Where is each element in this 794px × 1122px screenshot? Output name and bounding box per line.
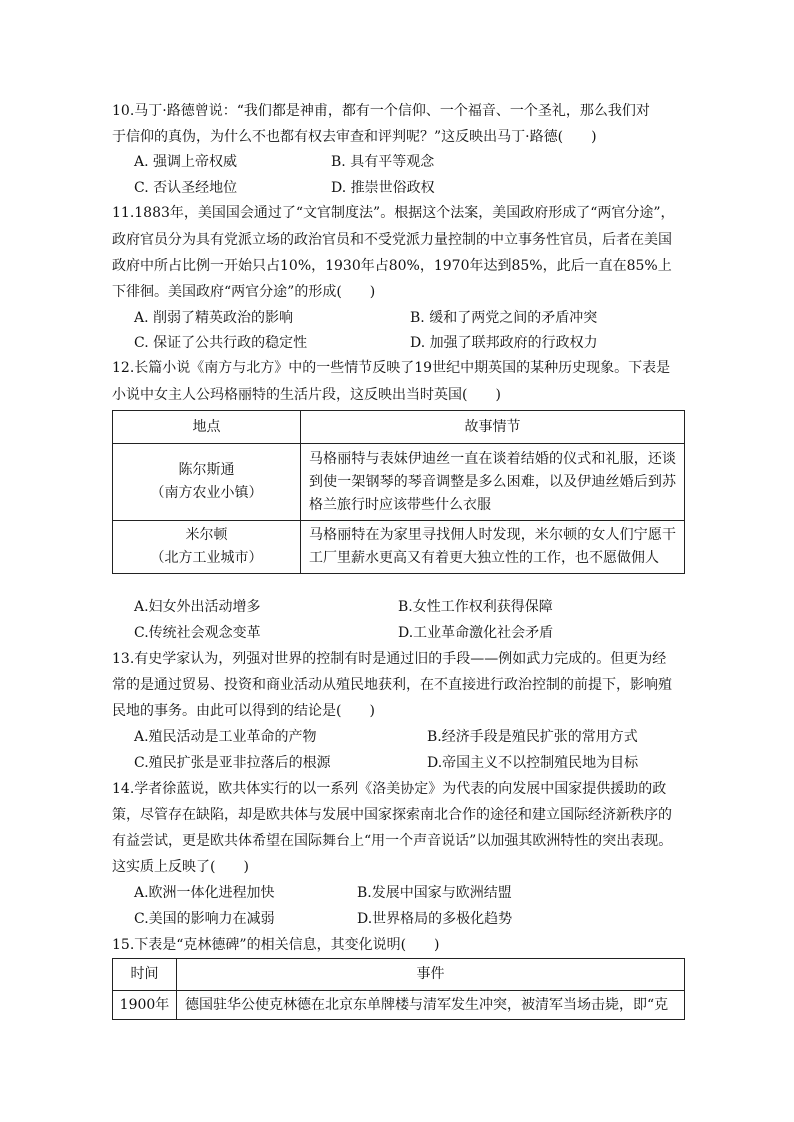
q13-option-b: B.经济手段是殖民扩张的常用方式	[427, 729, 638, 745]
q12-option-b: B.女性工作权利获得保障	[398, 599, 553, 615]
q14-stem-line-2: 策，尽管存在缺陷，却是欧共体与发展中国家探索南北合作的途径和建立国际经济新秩序的	[112, 807, 672, 823]
q11-stem-line-3: 政府中所占比例一开始只占10%，1930年占80%，1970年达到85%，此后一直在85%上	[112, 258, 672, 274]
q12-table-header-place: 地点	[113, 411, 301, 444]
q11-stem-line-1: 11.1883年，美国国会通过了“文官制度法”。根据这个法案，美国政府形成了“两官分途”，	[112, 205, 675, 221]
q11-stem-line-4: 下徘徊。美国政府“两官分途”的形成( )	[112, 284, 376, 300]
q13-option-c: C.殖民扩张是亚非拉落后的根源	[134, 755, 331, 771]
q12-table-place-cell	[113, 521, 301, 574]
q10-stem-line-2: 于信仰的真伪，为什么不也都有权去审查和评判呢？”这反映出马丁·路德( )	[112, 129, 597, 145]
q12-table-row	[113, 521, 685, 574]
q11-option-a: A. 削弱了精英政治的影响	[134, 310, 294, 326]
q13-option-d: D.帝国主义不以控制殖民地为目标	[427, 755, 639, 771]
q13-stem-line-1: 13.有史学家认为，列强对世界的控制有时是通过旧的手段——例如武力完成的。但更为经	[112, 651, 667, 667]
q12-story-cell: 马格丽特在为家里寻找佣人时发现，米尔顿的女人们宁愿干工厂里薪水更高又有着更大独立性的工作，也不愿做佣人	[301, 521, 685, 574]
q15-time-cell: 1900年	[113, 991, 177, 1020]
q15-table-header-event: 事件	[177, 959, 685, 991]
q11-stem-line-2: 政府官员分为具有党派立场的政治官员和不受党派力量控制的中立事务性官员，后者在美国	[112, 232, 672, 248]
q14-stem-line-1: 14.学者徐蓝说，欧共体实行的以一系列《洛美协定》为代表的向发展中国家提供援助的政	[112, 781, 667, 797]
q12-table	[112, 410, 685, 574]
q10-stem-line-1: 10.马丁·路德曾说：“我们都是神甫，都有一个信仰、一个福音、一个圣礼，那么我们对	[112, 103, 650, 119]
q12-place-desc: （北方工业城市）	[150, 550, 263, 566]
q10-option-b: B. 具有平等观念	[331, 154, 435, 170]
q14-option-c: C.美国的影响力在减弱	[134, 911, 275, 927]
q13-stem-line-3: 民地的事务。由此可以得到的结论是( )	[112, 703, 375, 719]
q14-option-a: A.欧洲一体化进程加快	[134, 885, 275, 901]
q13-stem-line-2: 常的是通过贸易、投资和商业活动从殖民地获利，在不直接进行政治控制的前提下，影响殖	[112, 677, 672, 693]
q14-stem-line-4: 这实质上反映了( )	[112, 859, 249, 875]
q15-table-header-time: 时间	[113, 959, 177, 991]
q15-event-cell: 德国驻华公使克林德在北京东单牌楼与清军发生冲突，被清军当场击毙，即“克	[177, 991, 685, 1020]
q15-table	[112, 958, 685, 1020]
q15-table-row	[113, 991, 685, 1020]
q11-option-c: C. 保证了公共行政的稳定性	[134, 335, 308, 351]
q12-option-d: D.工业革命激化社会矛盾	[398, 625, 554, 641]
q12-table-row	[113, 444, 685, 521]
q11-option-d: D. 加强了联邦政府的行政权力	[410, 335, 598, 351]
q13-option-a: A.殖民活动是工业革命的产物	[134, 729, 317, 745]
q14-option-d: D.世界格局的多极化趋势	[357, 911, 513, 927]
q12-stem-line-1: 12.长篇小说《南方与北方》中的一些情节反映了19世纪中期英国的某种历史现象。下表是	[112, 360, 671, 376]
q10-option-d: D. 推崇世俗政权	[331, 180, 435, 196]
q12-story-cell: 马格丽特与表妹伊迪丝一直在谈着结婚的仪式和礼服，还谈到使一架钢琴的琴音调整是多么困难，以及伊迪丝婚后到苏格兰旅行时应该带些什么衣服	[301, 444, 685, 521]
q10-option-a: A. 强调上帝权威	[134, 154, 238, 170]
q11-option-b: B. 缓和了两党之间的矛盾冲突	[410, 310, 598, 326]
q12-table-place-cell	[113, 444, 301, 521]
q12-option-a: A.妇女外出活动增多	[134, 599, 261, 615]
q12-place-name: 陈尔斯通	[178, 462, 235, 478]
q14-stem-line-3: 有益尝试，更是欧共体希望在国际舞台上“用一个声音说话”以加强其欧洲特性的突出表现。	[112, 833, 673, 849]
q12-option-c: C.传统社会观念变革	[134, 625, 261, 641]
q12-place-name: 米尔顿	[185, 527, 228, 543]
q12-stem-line-2: 小说中女主人公玛格丽特的生活片段，这反映出当时英国( )	[112, 387, 501, 403]
q12-table-header-story: 故事情节	[301, 411, 685, 444]
q12-place-desc: （南方农业小镇）	[150, 485, 263, 501]
q14-option-b: B.发展中国家与欧洲结盟	[357, 885, 512, 901]
q15-stem-line-1: 15.下表是“克林德碑”的相关信息，其变化说明( )	[112, 937, 440, 953]
q10-option-c: C. 否认圣经地位	[134, 180, 238, 196]
